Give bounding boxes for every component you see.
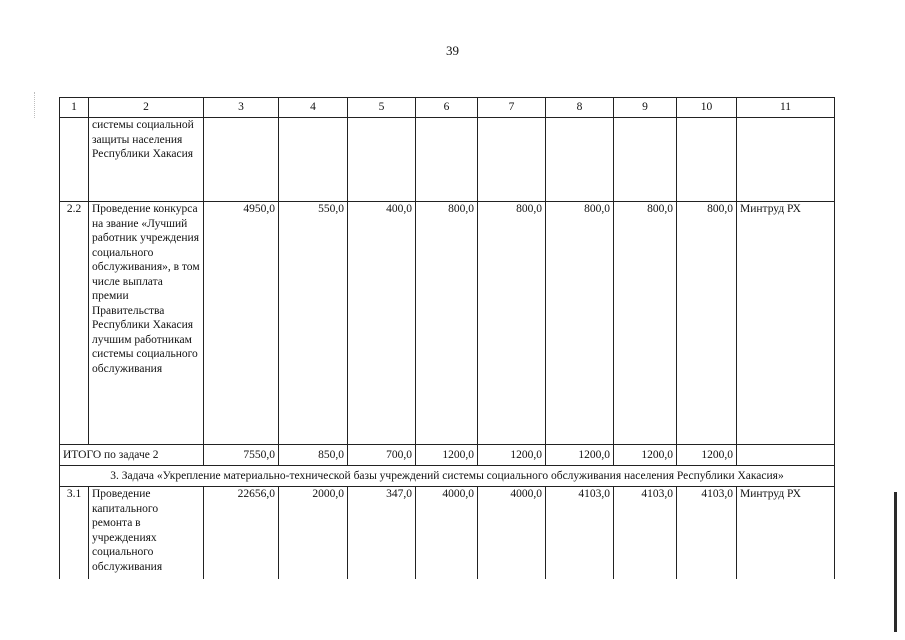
section-row <box>60 466 835 487</box>
value-cell <box>478 118 546 202</box>
scan-artifact-left <box>34 92 39 118</box>
section-title: 3. Задача «Укрепление материально-технической базы учреждений системы социального обслуживания населения Республики Хакасия» <box>60 466 835 487</box>
header-cell: 2 <box>89 98 204 118</box>
value-cell: 800,0 <box>546 202 614 445</box>
executor-cell <box>737 118 835 202</box>
header-cell: 4 <box>279 98 348 118</box>
header-cell: 8 <box>546 98 614 118</box>
total-label: ИТОГО по задаче 2 <box>60 445 204 466</box>
value-cell <box>677 118 737 202</box>
row-description: Проведение капитального ремонта в учреждениях социального обслуживания <box>89 487 204 580</box>
scan-artifact-edge <box>894 492 897 632</box>
row-description: Проведение конкурса на звание «Лучший работник учреждения социального обслуживания», в том числе выплата премии Правительства Республики Хакасия лучшим работникам системы социального обслуживания <box>89 202 204 445</box>
value-cell <box>546 118 614 202</box>
page-number: 39 <box>446 43 459 58</box>
header-cell: 9 <box>614 98 677 118</box>
header-cell: 7 <box>478 98 546 118</box>
executor-cell <box>737 445 835 466</box>
value-cell: 4103,0 <box>677 487 737 580</box>
header-cell: 10 <box>677 98 737 118</box>
total-row <box>60 445 835 466</box>
value-cell: 800,0 <box>614 202 677 445</box>
value-cell: 4000,0 <box>416 487 478 580</box>
value-cell: 4103,0 <box>546 487 614 580</box>
value-cell: 800,0 <box>416 202 478 445</box>
value-cell: 2000,0 <box>279 487 348 580</box>
value-cell: 22656,0 <box>204 487 279 580</box>
row-description: системы социальной защиты населения Республики Хакасия <box>89 118 204 202</box>
value-cell: 550,0 <box>279 202 348 445</box>
value-cell <box>614 118 677 202</box>
value-cell <box>348 118 416 202</box>
header-cell: 11 <box>737 98 835 118</box>
value-cell <box>204 118 279 202</box>
value-cell: 4103,0 <box>614 487 677 580</box>
value-cell: 347,0 <box>348 487 416 580</box>
table-row <box>60 202 835 445</box>
total-value-cell: 700,0 <box>348 445 416 466</box>
executor-cell: Минтруд РХ <box>737 202 835 445</box>
row-index <box>60 118 89 202</box>
value-cell: 800,0 <box>677 202 737 445</box>
value-cell: 400,0 <box>348 202 416 445</box>
value-cell: 4950,0 <box>204 202 279 445</box>
header-row <box>60 98 835 118</box>
total-value-cell: 1200,0 <box>416 445 478 466</box>
total-value-cell: 1200,0 <box>546 445 614 466</box>
total-value-cell: 1200,0 <box>478 445 546 466</box>
budget-table <box>59 97 835 579</box>
total-value-cell: 850,0 <box>279 445 348 466</box>
header-cell: 5 <box>348 98 416 118</box>
table-row <box>60 118 835 202</box>
total-value-cell: 7550,0 <box>204 445 279 466</box>
total-value-cell: 1200,0 <box>614 445 677 466</box>
header-cell: 1 <box>60 98 89 118</box>
header-cell: 6 <box>416 98 478 118</box>
row-index: 3.1 <box>60 487 89 580</box>
value-cell <box>279 118 348 202</box>
value-cell: 800,0 <box>478 202 546 445</box>
row-index: 2.2 <box>60 202 89 445</box>
executor-cell: Минтруд РХ <box>737 487 835 580</box>
value-cell: 4000,0 <box>478 487 546 580</box>
table-row <box>60 487 835 580</box>
value-cell <box>416 118 478 202</box>
total-value-cell: 1200,0 <box>677 445 737 466</box>
header-cell: 3 <box>204 98 279 118</box>
